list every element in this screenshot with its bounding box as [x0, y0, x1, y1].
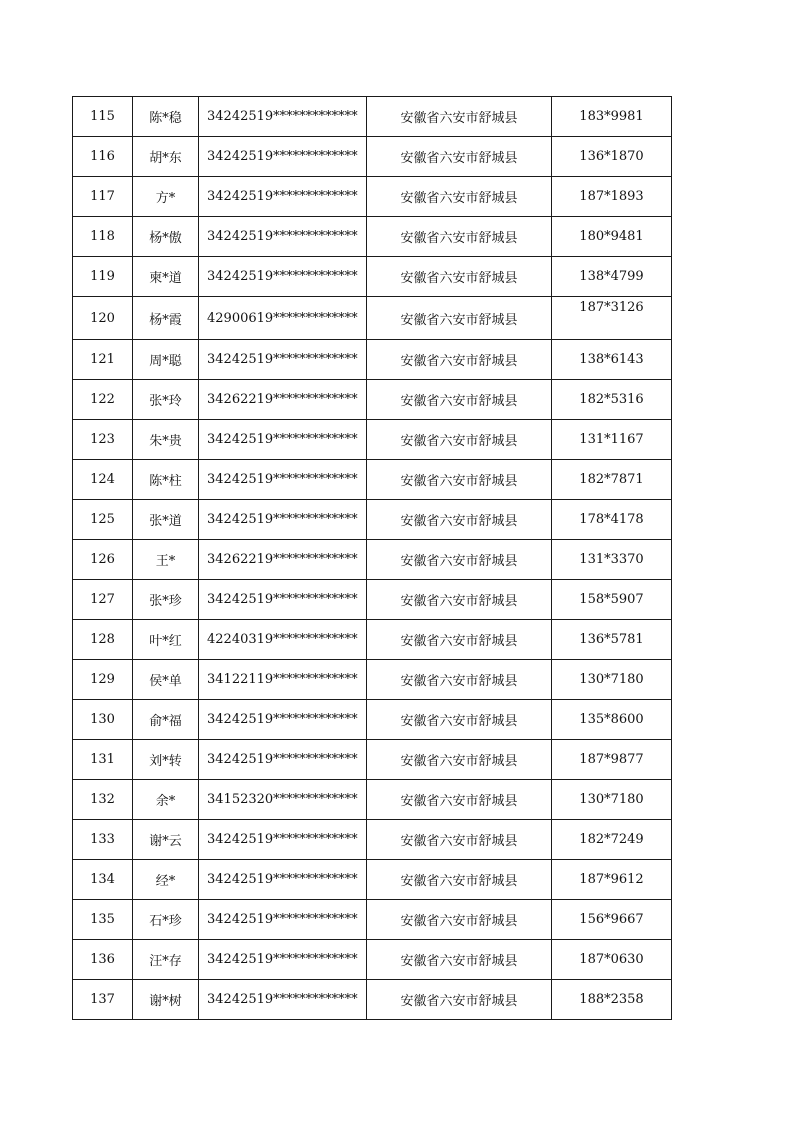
- table-row: [73, 217, 672, 257]
- table-row: [73, 620, 672, 660]
- row-number-cell: 133: [73, 820, 133, 860]
- name-cell: 谢*云: [133, 820, 199, 860]
- table-row: [73, 500, 672, 540]
- table-row: [73, 940, 672, 980]
- name-cell: 张*珍: [133, 580, 199, 620]
- address-cell: 安徽省六安市舒城县: [367, 540, 552, 580]
- id-number-cell: 34242519*************: [199, 177, 367, 217]
- table-row: [73, 700, 672, 740]
- phone-cell: 136*5781: [552, 620, 672, 660]
- phone-cell: 182*5316: [552, 380, 672, 420]
- name-cell: 刘*转: [133, 740, 199, 780]
- address-cell: 安徽省六安市舒城县: [367, 380, 552, 420]
- name-cell: 叶*红: [133, 620, 199, 660]
- phone-cell: 135*8600: [552, 700, 672, 740]
- address-cell: 安徽省六安市舒城县: [367, 460, 552, 500]
- table-row: [73, 820, 672, 860]
- row-number-cell: 127: [73, 580, 133, 620]
- phone-cell: 178*4178: [552, 500, 672, 540]
- phone-cell: 131*1167: [552, 420, 672, 460]
- address-cell: 安徽省六安市舒城县: [367, 780, 552, 820]
- address-cell: 安徽省六安市舒城县: [367, 860, 552, 900]
- table-row: [73, 740, 672, 780]
- name-cell: 陈*稳: [133, 97, 199, 137]
- table-row: [73, 137, 672, 177]
- phone-cell: 187*9877: [552, 740, 672, 780]
- row-number-cell: 118: [73, 217, 133, 257]
- address-cell: 安徽省六安市舒城县: [367, 420, 552, 460]
- row-number-cell: 136: [73, 940, 133, 980]
- address-cell: 安徽省六安市舒城县: [367, 257, 552, 297]
- id-number-cell: 34242519*************: [199, 340, 367, 380]
- address-cell: 安徽省六安市舒城县: [367, 660, 552, 700]
- address-cell: 安徽省六安市舒城县: [367, 217, 552, 257]
- name-cell: 经*: [133, 860, 199, 900]
- name-cell: 胡*东: [133, 137, 199, 177]
- address-cell: 安徽省六安市舒城县: [367, 177, 552, 217]
- phone-cell: 130*7180: [552, 780, 672, 820]
- address-cell: 安徽省六安市舒城县: [367, 740, 552, 780]
- address-cell: 安徽省六安市舒城县: [367, 340, 552, 380]
- table-row: [73, 340, 672, 380]
- table-row: [73, 980, 672, 1020]
- phone-cell: 188*2358: [552, 980, 672, 1020]
- row-number-cell: 135: [73, 900, 133, 940]
- row-number-cell: 121: [73, 340, 133, 380]
- table-row: [73, 780, 672, 820]
- name-cell: 陈*柱: [133, 460, 199, 500]
- phone-cell: 182*7249: [552, 820, 672, 860]
- address-cell: 安徽省六安市舒城县: [367, 137, 552, 177]
- id-number-cell: 34242519*************: [199, 137, 367, 177]
- row-number-cell: 126: [73, 540, 133, 580]
- row-number-cell: 137: [73, 980, 133, 1020]
- id-number-cell: 34242519*************: [199, 980, 367, 1020]
- name-cell: 汪*存: [133, 940, 199, 980]
- row-number-cell: 125: [73, 500, 133, 540]
- id-number-cell: 34242519*************: [199, 700, 367, 740]
- row-number-cell: 123: [73, 420, 133, 460]
- phone-cell: 182*7871: [552, 460, 672, 500]
- row-number-cell: 124: [73, 460, 133, 500]
- table-row: [73, 177, 672, 217]
- phone-cell: 156*9667: [552, 900, 672, 940]
- address-cell: 安徽省六安市舒城县: [367, 500, 552, 540]
- name-cell: 朱*贵: [133, 420, 199, 460]
- phone-cell: 187*0630: [552, 940, 672, 980]
- id-number-cell: 34262219*************: [199, 380, 367, 420]
- id-number-cell: 42240319*************: [199, 620, 367, 660]
- address-cell: 安徽省六安市舒城县: [367, 297, 552, 340]
- id-number-cell: 34242519*************: [199, 420, 367, 460]
- name-cell: 张*玲: [133, 380, 199, 420]
- id-number-cell: 34242519*************: [199, 740, 367, 780]
- phone-cell: 187*9612: [552, 860, 672, 900]
- name-cell: 杨*霞: [133, 297, 199, 340]
- id-number-cell: 34262219*************: [199, 540, 367, 580]
- table-row: [73, 900, 672, 940]
- phone-cell: 138*4799: [552, 257, 672, 297]
- phone-cell: 138*6143: [552, 340, 672, 380]
- row-number-cell: 132: [73, 780, 133, 820]
- id-number-cell: 34242519*************: [199, 860, 367, 900]
- row-number-cell: 129: [73, 660, 133, 700]
- phone-cell: 130*7180: [552, 660, 672, 700]
- table-row: [73, 580, 672, 620]
- row-number-cell: 130: [73, 700, 133, 740]
- row-number-cell: 116: [73, 137, 133, 177]
- id-number-cell: 34242519*************: [199, 940, 367, 980]
- table-row: [73, 257, 672, 297]
- id-number-cell: 34242519*************: [199, 820, 367, 860]
- id-number-cell: 34152320*************: [199, 780, 367, 820]
- address-cell: 安徽省六安市舒城县: [367, 900, 552, 940]
- row-number-cell: 119: [73, 257, 133, 297]
- table-row: [73, 460, 672, 500]
- address-cell: 安徽省六安市舒城县: [367, 97, 552, 137]
- table-row: [73, 420, 672, 460]
- id-number-cell: 42900619*************: [199, 297, 367, 340]
- id-number-cell: 34242519*************: [199, 900, 367, 940]
- table-row: [73, 97, 672, 137]
- phone-cell: 180*9481: [552, 217, 672, 257]
- row-number-cell: 122: [73, 380, 133, 420]
- row-number-cell: 131: [73, 740, 133, 780]
- address-cell: 安徽省六安市舒城县: [367, 620, 552, 660]
- row-number-cell: 128: [73, 620, 133, 660]
- table-row: [73, 860, 672, 900]
- name-cell: 石*珍: [133, 900, 199, 940]
- row-number-cell: 134: [73, 860, 133, 900]
- table-row: [73, 540, 672, 580]
- row-number-cell: 117: [73, 177, 133, 217]
- name-cell: 张*道: [133, 500, 199, 540]
- table-row: [73, 297, 672, 340]
- name-cell: 杨*傲: [133, 217, 199, 257]
- id-number-cell: 34242519*************: [199, 580, 367, 620]
- id-number-cell: 34242519*************: [199, 257, 367, 297]
- roster-table: [72, 96, 672, 1020]
- address-cell: 安徽省六安市舒城县: [367, 940, 552, 980]
- phone-cell: 187*3126: [552, 297, 672, 340]
- id-number-cell: 34242519*************: [199, 460, 367, 500]
- name-cell: 王*: [133, 540, 199, 580]
- phone-cell: 136*1870: [552, 137, 672, 177]
- phone-cell: 131*3370: [552, 540, 672, 580]
- row-number-cell: 120: [73, 297, 133, 340]
- name-cell: 周*聪: [133, 340, 199, 380]
- name-cell: 俞*福: [133, 700, 199, 740]
- id-number-cell: 34242519*************: [199, 500, 367, 540]
- address-cell: 安徽省六安市舒城县: [367, 980, 552, 1020]
- id-number-cell: 34242519*************: [199, 97, 367, 137]
- name-cell: 余*: [133, 780, 199, 820]
- phone-cell: 183*9981: [552, 97, 672, 137]
- id-number-cell: 34242519*************: [199, 217, 367, 257]
- roster-table-body: [73, 97, 672, 1020]
- table-row: [73, 660, 672, 700]
- name-cell: 侯*单: [133, 660, 199, 700]
- id-number-cell: 34122119*************: [199, 660, 367, 700]
- name-cell: 谢*树: [133, 980, 199, 1020]
- table-row: [73, 380, 672, 420]
- address-cell: 安徽省六安市舒城县: [367, 580, 552, 620]
- row-number-cell: 115: [73, 97, 133, 137]
- phone-cell: 158*5907: [552, 580, 672, 620]
- name-cell: 方*: [133, 177, 199, 217]
- name-cell: 柬*道: [133, 257, 199, 297]
- address-cell: 安徽省六安市舒城县: [367, 820, 552, 860]
- address-cell: 安徽省六安市舒城县: [367, 700, 552, 740]
- phone-cell: 187*1893: [552, 177, 672, 217]
